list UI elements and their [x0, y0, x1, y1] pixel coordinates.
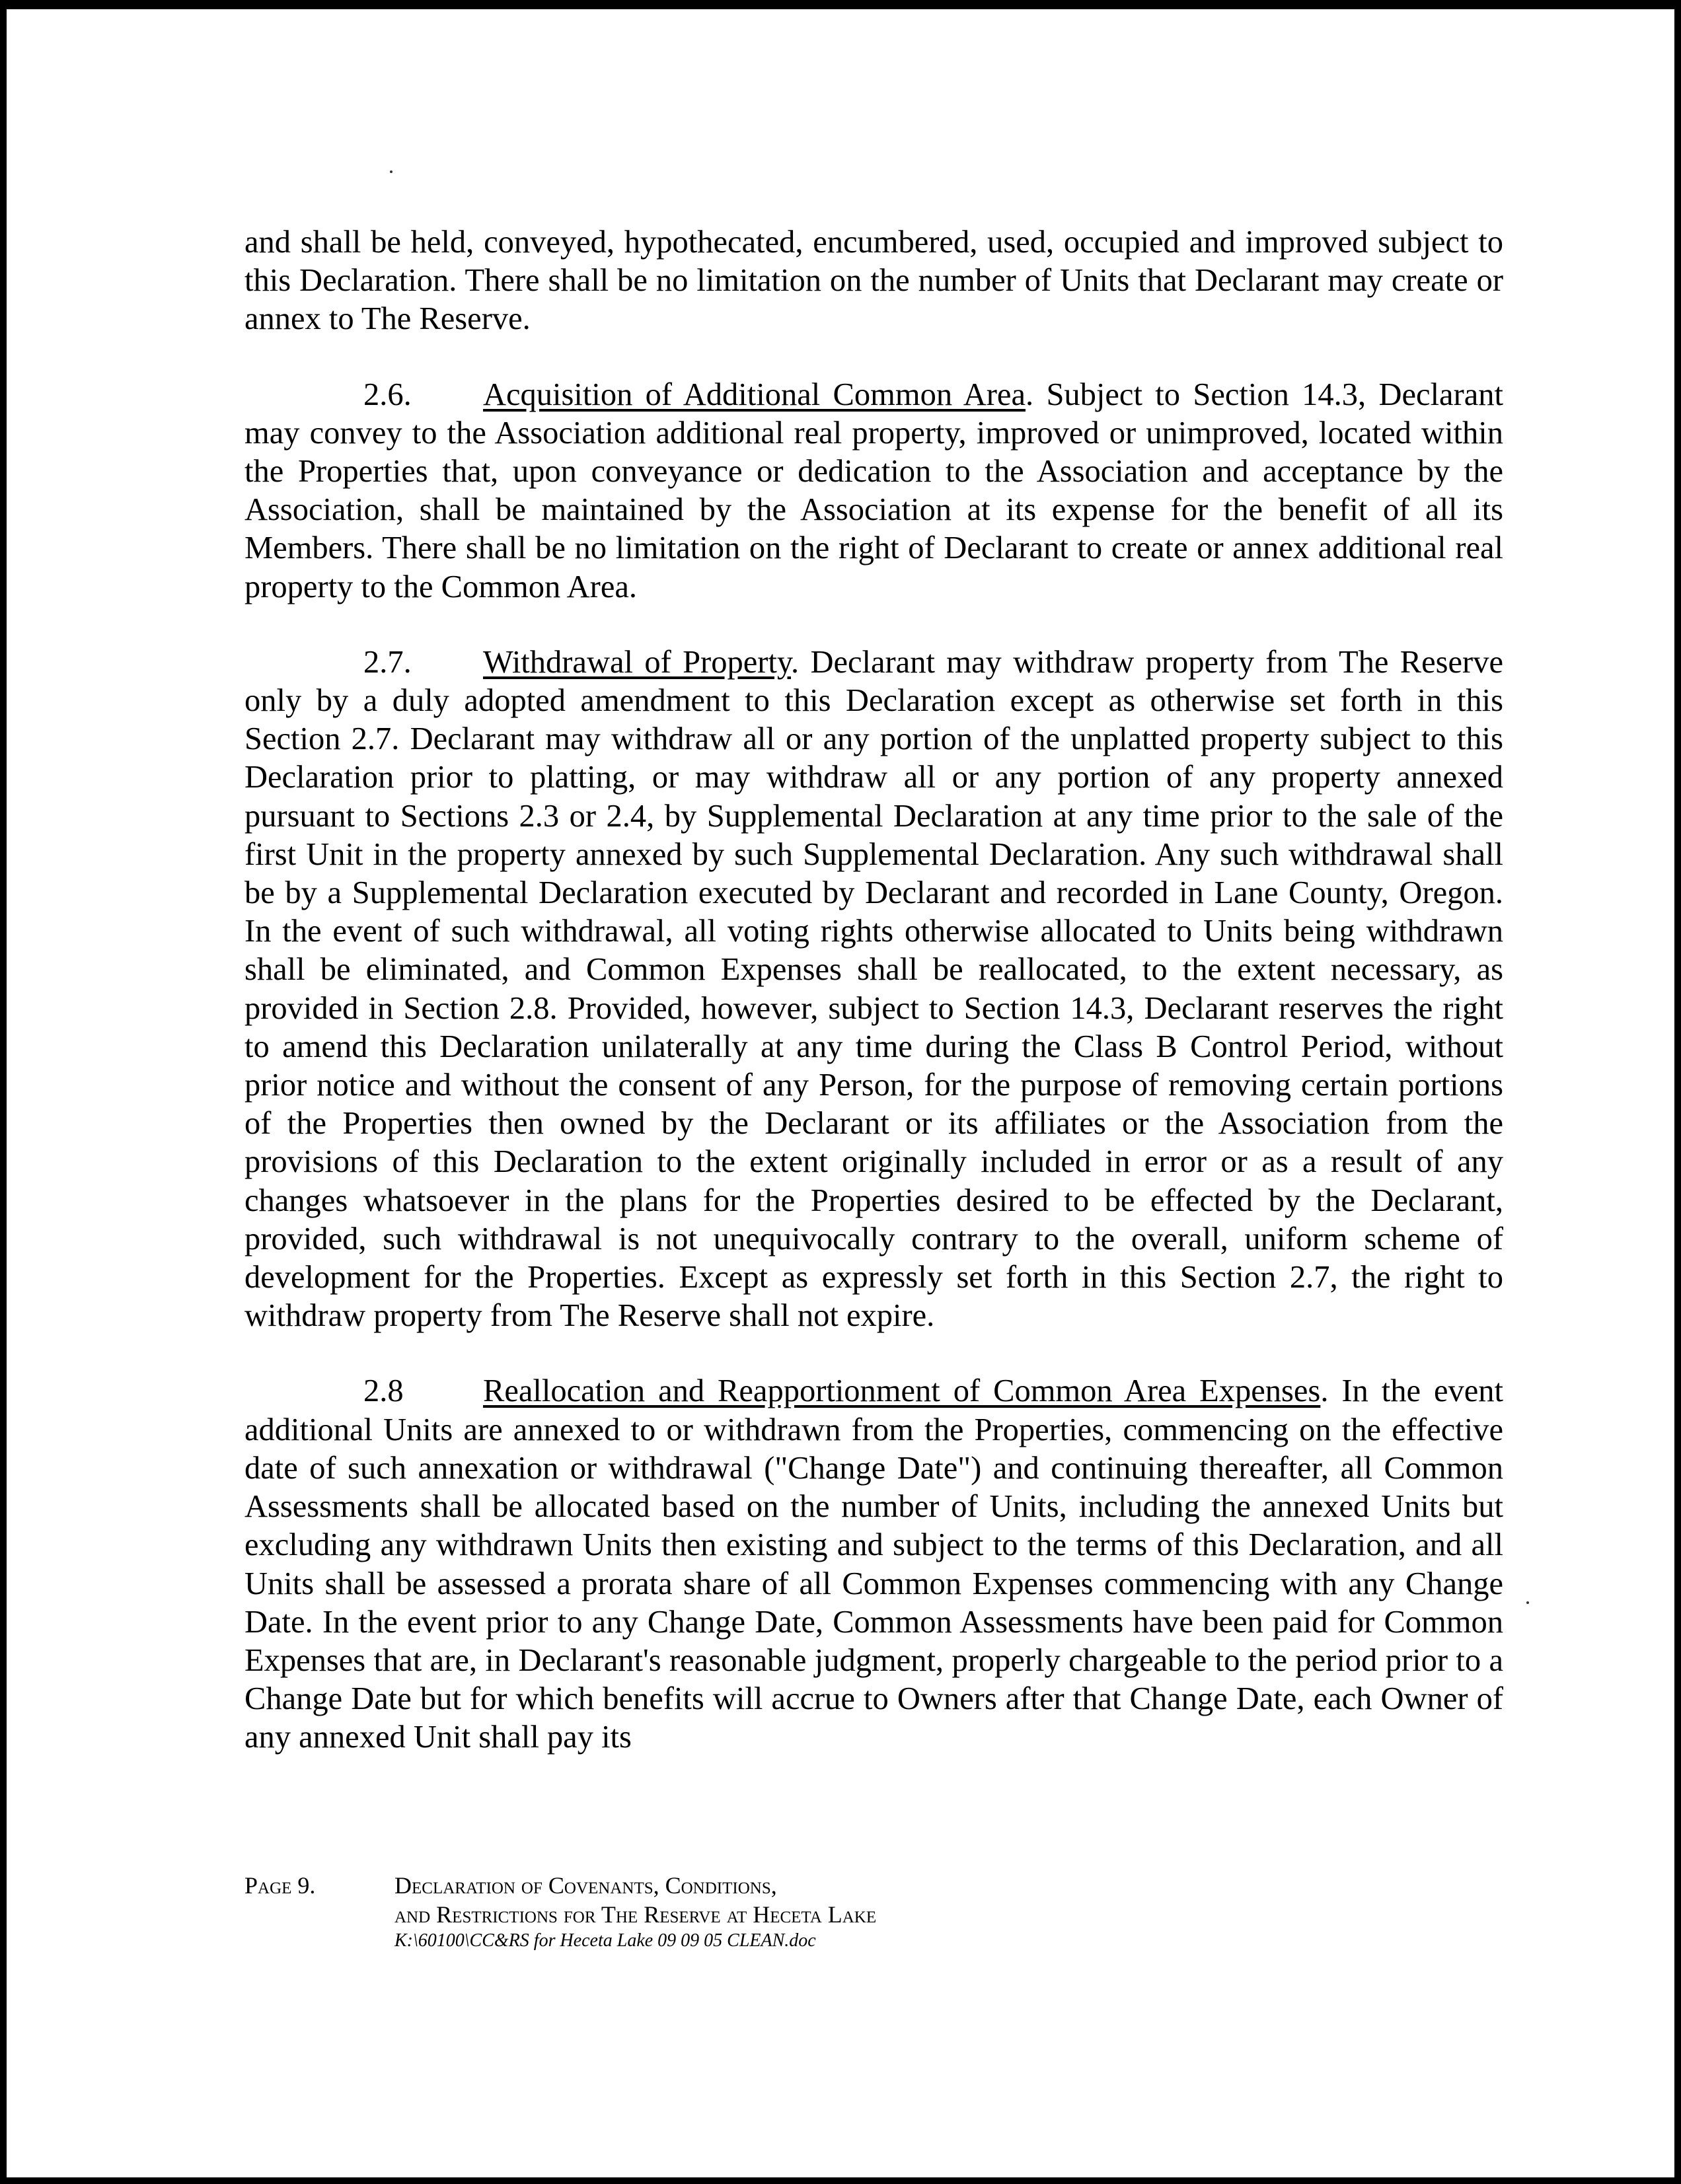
document-body — [244, 223, 1503, 1757]
footer-title-line-1: Declaration of Covenants, Conditions, — [394, 1872, 777, 1899]
section-text: . Subject to Section 14.3, Declarant may convey to the Association additional real property, improved or unimproved, located within the Properties that, upon conveyance or dedication to the Association and acceptance by the Association, shall be maintained by the Association at its expense for the benefit of all its Members. There shall be no limitation on the right of Declarant to create or annex additional real property to the Common Area. — [244, 377, 1503, 604]
page-number: Page 9. — [244, 1872, 316, 1899]
section-heading: Withdrawal of Property — [483, 644, 791, 680]
footer-file-path: K:\60100\CC&RS for Heceta Lake 09 09 05 CLEAN.doc — [394, 1930, 816, 1951]
section-heading: Acquisition of Additional Common Area — [483, 377, 1026, 412]
scan-border-top — [0, 0, 1681, 9]
scan-border-right — [1674, 0, 1681, 2184]
section-text: . Declarant may withdraw property from The Reserve only by a duly adopted amendment to this Declaration except as otherwise set forth in this Section 2.7. Declarant may withdraw all or any portion of the unplatted property subject to this Declaration prior to platting, or may withdraw all or any portion of any property annexed pursuant to Sections 2.3 or 2.4, by Supplemental Declaration at any time prior to the sale of the first Unit in the property annexed by such Supplemental Declaration. Any such withdrawal shall be by a Supplemental Declaration executed by Declarant and recorded in Lane County, Oregon. In the event of such withdrawal, all voting rights otherwise allocated to Units being withdrawn shall be eliminated, and Common Expenses shall be reallocated, to the extent necessary, as provided in Section 2.8. Provided, however, subject to Section 14.3, Declarant reserves the right to amend this Declaration unilaterally at any time during the Class B Control Period, without prior notice and without the consent of any Person, for the purpose of removing certain portions of the Properties then owned by the Declarant or its affiliates or the Association from the provisions of this Declaration to the extent originally included in error or as a result of any changes whatsoever in the plans for the Properties desired to be effected by the Declarant, provided, such withdrawal is not unequivocally contrary to the overall, uniform scheme of development for the Properties. Except as expressly set forth in this Section 2.7, the right to withdraw property from The Reserve shall not expire. — [244, 644, 1503, 1334]
section-2-8 — [244, 1372, 1503, 1757]
paragraph-text: and shall be held, conveyed, hypothecated, encumbered, used, occupied and improved subject to this Declaration. There shall be no limitation on the number of Units that Declarant may create or annex to The Reserve. — [244, 225, 1503, 337]
section-2-7 — [244, 643, 1503, 1336]
scan-speck — [1526, 1601, 1529, 1604]
paragraph-continuation — [244, 223, 1503, 339]
section-heading: Reallocation and Reapportionment of Common Area Expenses — [483, 1373, 1321, 1409]
scan-border-bottom — [0, 2177, 1681, 2184]
scan-border-left — [0, 0, 7, 2184]
section-2-6 — [244, 376, 1503, 606]
section-text: . In the event additional Units are annexed to or withdrawn from the Properties, commencing on the effective date of such annexation or withdrawal ("Change Date") and continuing thereafter, all Common Assessments shall be allocated based on the number of Units, including the annexed Units but excluding any withdrawn Units then existing and subject to the terms of this Declaration, and all Units shall be assessed a prorata share of all Common Expenses commencing with any Change Date. In the event prior to any Change Date, Common Assessments have been paid for Common Expenses that are, in Declarant's reasonable judgment, properly chargeable to the period prior to a Change Date but for which benefits will accrue to Owners after that Change Date, each Owner of any annexed Unit shall pay its — [244, 1373, 1503, 1755]
scan-speck — [390, 170, 392, 173]
footer-title-line-2: and Restrictions for The Reserve at Heceta Lake — [394, 1901, 877, 1928]
section-number: 2.8 — [363, 1373, 404, 1409]
footer-title-block — [394, 1871, 1320, 1953]
section-number: 2.7. — [363, 644, 412, 680]
section-number: 2.6. — [363, 377, 412, 412]
